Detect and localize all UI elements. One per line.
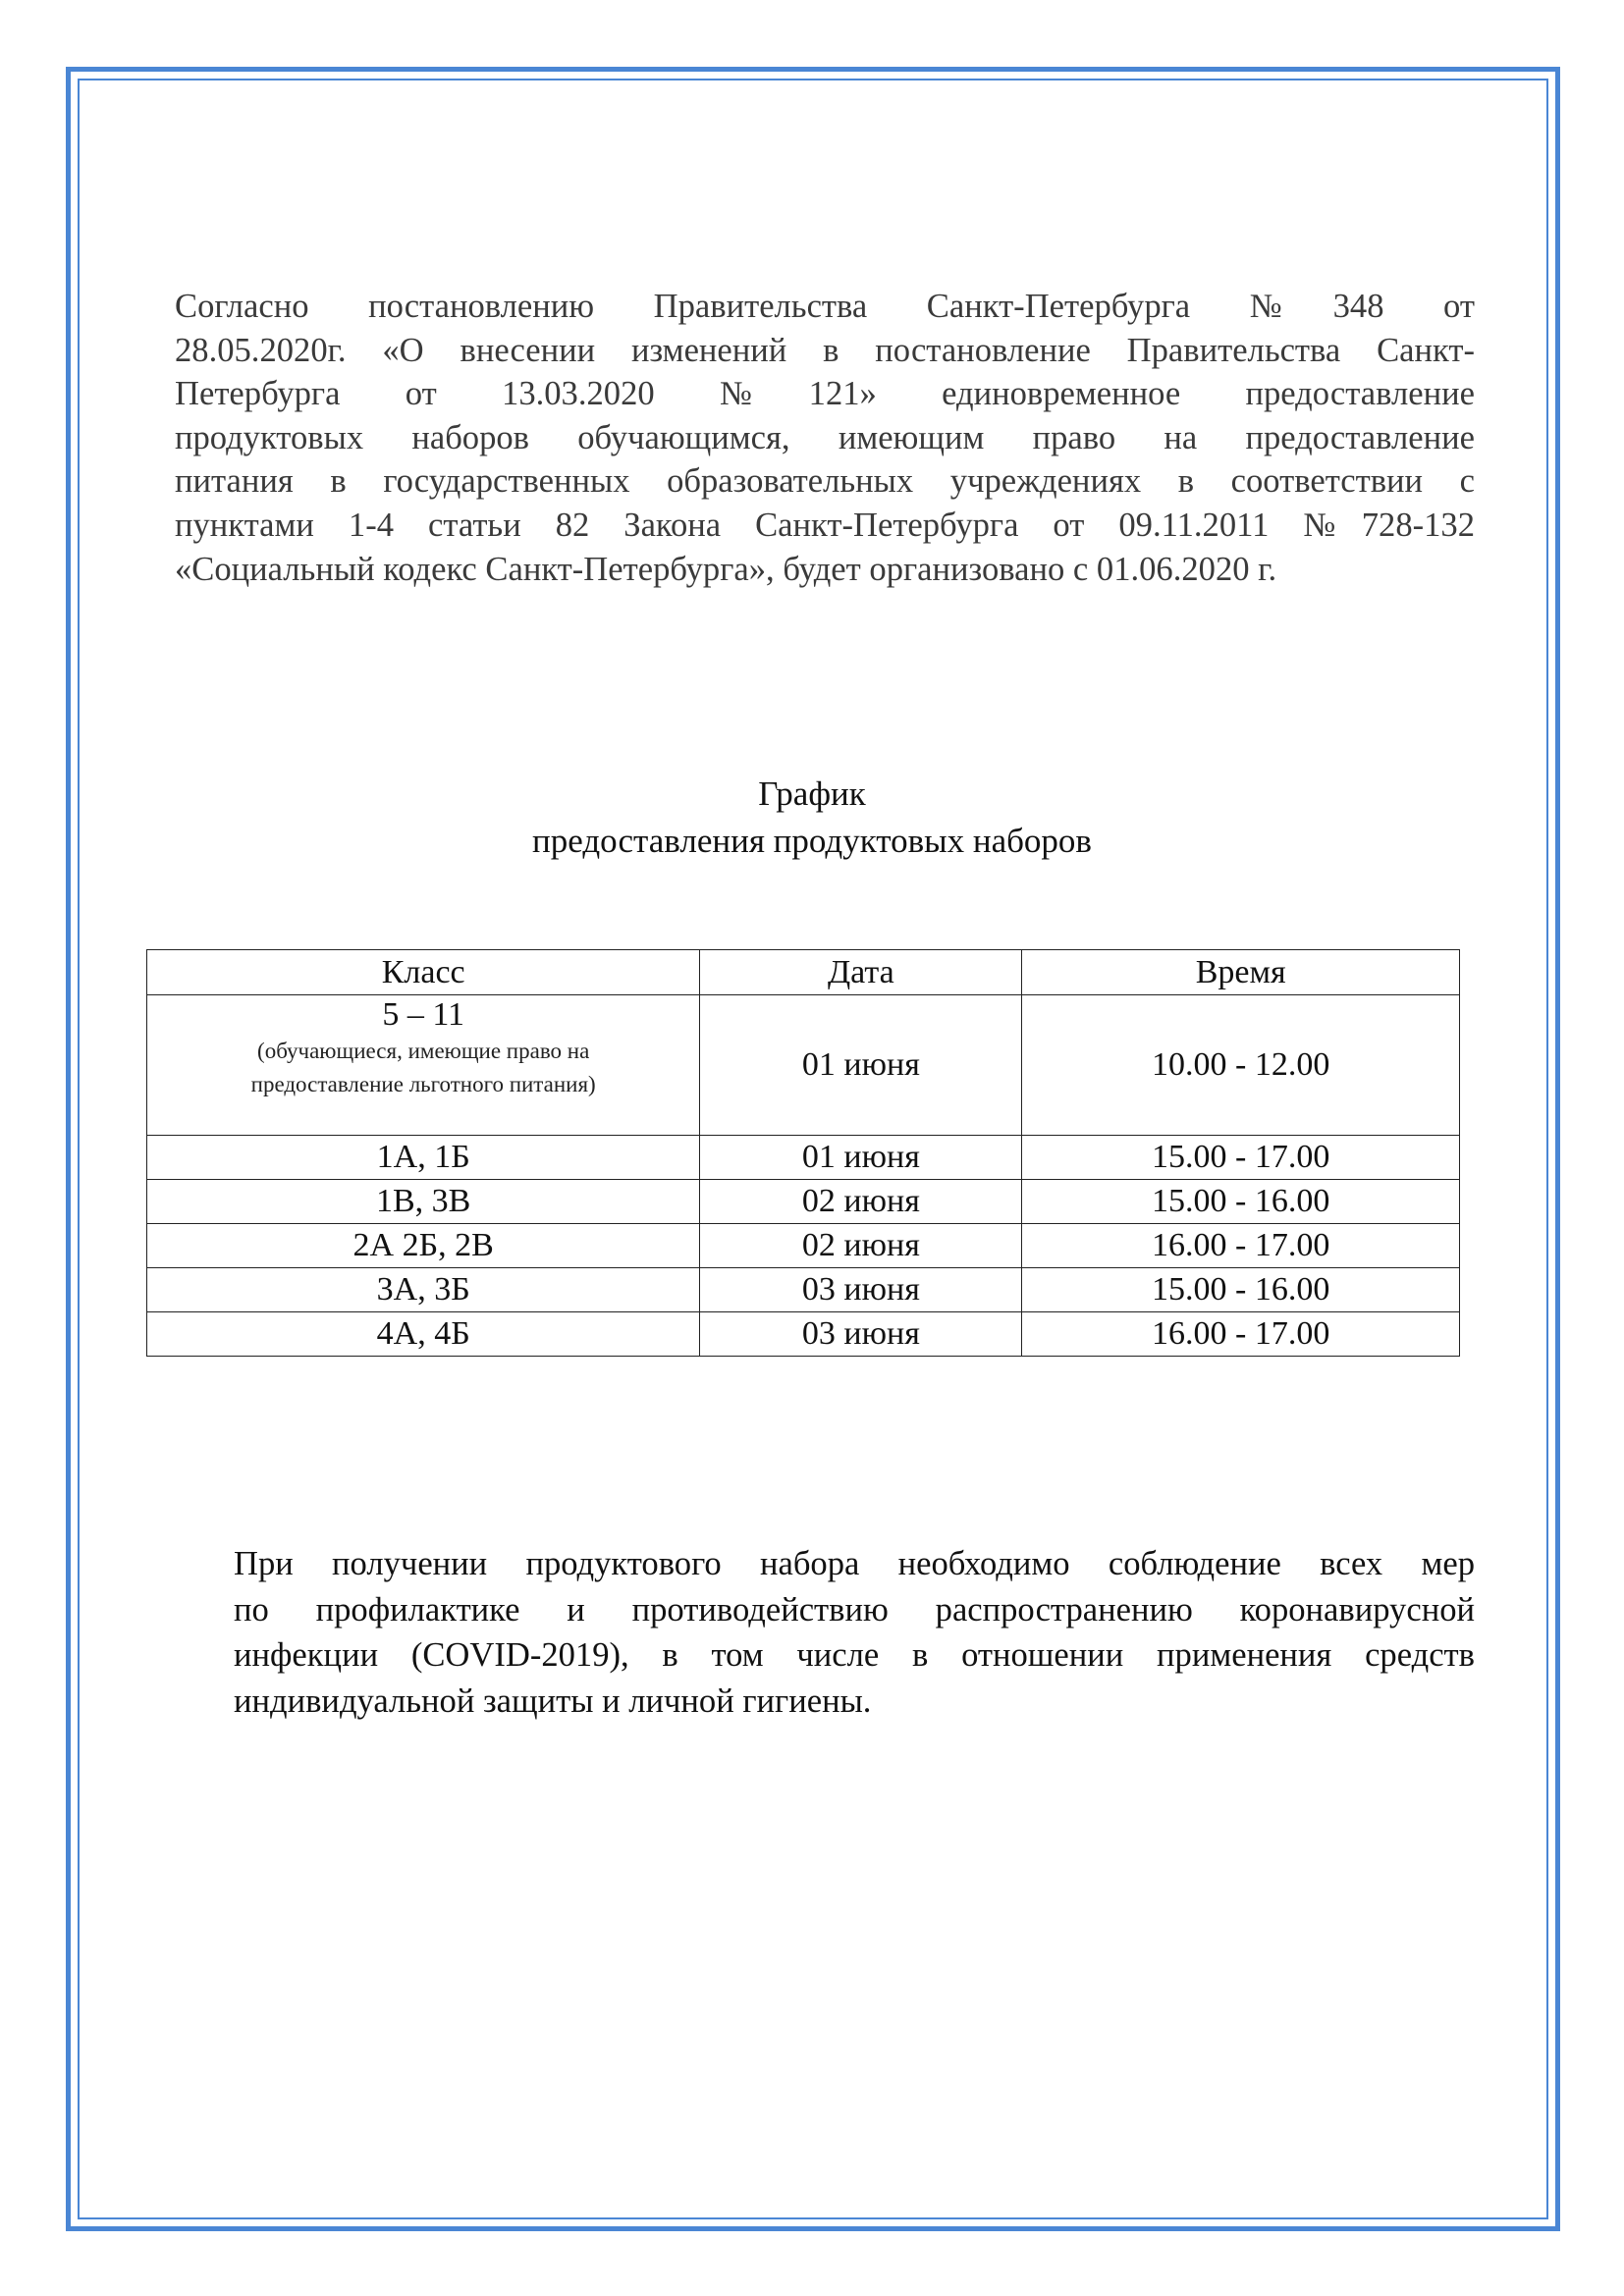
cell-date: 03 июня (700, 1268, 1022, 1312)
schedule-title: График (758, 774, 866, 813)
header-class: Класс (147, 950, 700, 995)
outro-line: по профилактике и противодействию распространению коронавирусной (234, 1590, 1475, 1629)
intro-line: Петербурга от 13.03.2020 №121» единовременное предоставление (175, 375, 1475, 413)
class-range: 5 – 11 (382, 996, 465, 1033)
class-note: (обучающиеся, имеющие право на (257, 1039, 590, 1063)
cell-class: 1В, 3В (147, 1180, 700, 1224)
table-row (147, 1268, 1460, 1312)
table-row (147, 1136, 1460, 1180)
header-time: Время (1022, 950, 1460, 995)
outro-line: При получении продуктового набора необходимо соблюдение всех мер (234, 1545, 1475, 1582)
cell-date: 01 июня (700, 1136, 1022, 1180)
intro-line: пунктами 1-4 статьи 82 Закона Санкт-Петербурга от 09.11.2011 №728-132 (175, 506, 1475, 544)
cell-date: 02 июня (700, 1224, 1022, 1268)
cell-class: 3А, 3Б (147, 1268, 700, 1312)
cell-class: 4А, 4Б (147, 1312, 700, 1357)
cell-time: 15.00 - 16.00 (1022, 1180, 1460, 1224)
cell-time: 16.00 - 17.00 (1022, 1312, 1460, 1357)
outro-line: индивидуальной защиты и личной гигиены. (234, 1682, 872, 1720)
header-date: Дата (700, 950, 1022, 995)
table-row (147, 1180, 1460, 1224)
table-row (147, 1312, 1460, 1357)
intro-line: продуктовых наборов обучающимся, имеющим право на предоставление (175, 418, 1475, 456)
intro-line: «Социальный кодекс Санкт-Петербурга», будет организовано с 01.06.2020 г. (175, 550, 1277, 588)
cell-date: 01 июня (700, 995, 1022, 1136)
schedule-table (146, 949, 1460, 1357)
outro-line: инфекции (COVID-2019), в том числе в отношении применения средств (234, 1636, 1475, 1674)
spacer (147, 1101, 699, 1135)
cell-class: 2А 2Б, 2В (147, 1224, 700, 1268)
intro-paragraph (175, 285, 1475, 591)
safety-note-paragraph (234, 1541, 1475, 1724)
intro-line: 28.05.2020г. «О внесении изменений в постановление Правительства Санкт- (175, 331, 1475, 369)
cell-time: 10.00 - 12.00 (1022, 995, 1460, 1136)
intro-line: питания в государственных образовательных учреждениях в соответствии с (175, 462, 1475, 501)
intro-line: Согласно постановлению Правительства Санкт-Петербурга №348 от (175, 288, 1475, 325)
table-header-row (147, 950, 1460, 995)
cell-date: 02 июня (700, 1180, 1022, 1224)
cell-time: 15.00 - 16.00 (1022, 1268, 1460, 1312)
class-note: предоставление льготного питания) (250, 1072, 596, 1096)
cell-time: 15.00 - 17.00 (1022, 1136, 1460, 1180)
schedule-subtitle: предоставления продуктовых наборов (532, 822, 1092, 860)
cell-time: 16.00 - 17.00 (1022, 1224, 1460, 1268)
table-row (147, 1224, 1460, 1268)
table-row (147, 995, 1460, 1136)
cell-class (147, 995, 700, 1136)
cell-class: 1А, 1Б (147, 1136, 700, 1180)
cell-date: 03 июня (700, 1312, 1022, 1357)
